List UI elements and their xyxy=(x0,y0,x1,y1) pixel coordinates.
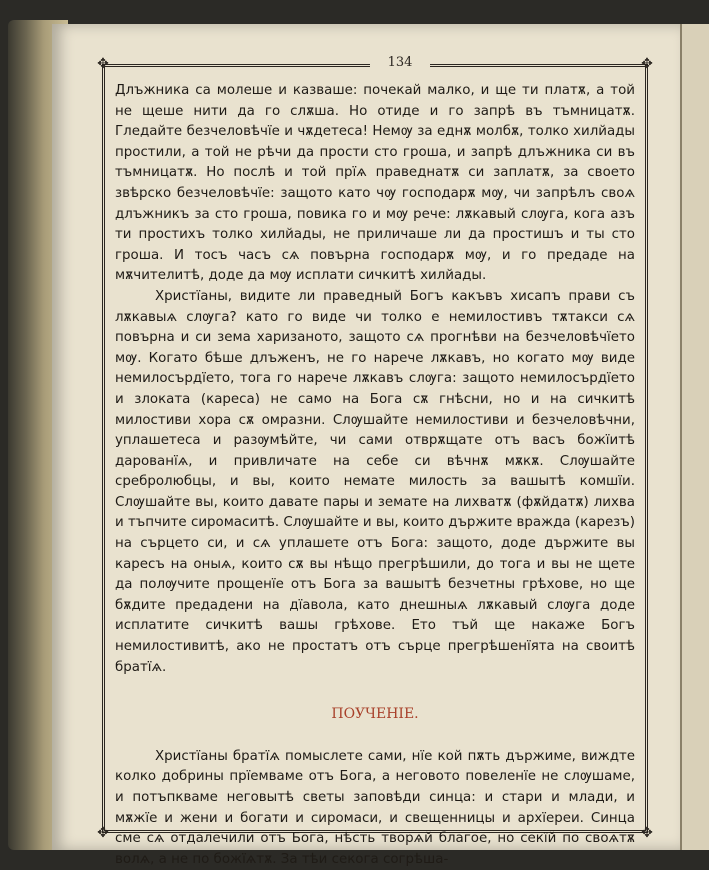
corner-ornament-bottom-right-icon: ✥ xyxy=(641,825,653,841)
next-page-edge xyxy=(680,24,709,850)
page-number: 134 xyxy=(370,55,430,70)
page-text xyxy=(115,81,635,870)
paragraph-3: Христїаны братїѧ помыслете сами, нїе кой пѫть държиме, виждте колко добрины прїемваме отъ Бога, а неговото повеленїе не слѹшаме, и потъпкваме неговытѣ светы заповѣди синца: и стари и млади, и мѫжїе и жени и богати и сиромаси, и свещенницы и архїереи. Синца сме сѧ отдалечили отъ Бога, нѣсть творѧй благое, но секїй по своѧтѫ волѧ, а не по божїѧтѫ. За тѣи секога согрѣша- xyxy=(115,748,635,867)
book-page xyxy=(52,24,680,867)
section-heading: ПОУЧЕНIЕ. xyxy=(331,706,419,723)
corner-ornament-top-right-icon: ✥ xyxy=(641,56,653,72)
page-border-frame xyxy=(97,55,653,867)
paragraph-2: Христїаны, видите ли праведный Богъ какъвъ хисапъ прави съ лѫкавыѧ слѹга? като го виде чи толко е немилостивъ тѫтакси сѧ повърна и си зема харизаното, защото сѧ прогнѣви на безчеловѣчїето мѹ. Когато бѣше длъженъ, не го нарече лѫкавъ, но когато мѹ виде немилосърдїето, тога го нарече лѫкавъ слѹга: защото немилосърдїето и злоката (кареса) не само на Бога сѫ гнѣсни, но и на сичкитѣ милостиви хора сѫ омразни. Слѹшайте немилостиви и безчеловѣчни, уплашетеса и разѹмѣйте, чи сами отврѫщате отъ васъ божїитѣ дарованїѧ, и привличате на себе си вѣчнѫ мѫкѫ. Слѹшайте сребролюбцы, и вы, които немате милость за вашытѣ комшїи. Слѹшайте вы, които давате пары и земате на лихватѫ (фѫйдатѫ) лихва и тъпчите сиромаситѣ. Слѹшайте и вы, които държите вражда (карезъ) на сърцето си, и сѧ уплашете отъ Бога: защото, доде държите вы каресъ на оныѧ, които сѫ вы нѣщо прегрѣшили, до тога и вы не щете да полѹчите прощенїе отъ Бога за вашытѣ безчетны грѣхове, но ще бѫдите предадени на дїавола, като днешныѧ лѫкавый слѹга доде исплатите сичкитѣ вашы грѣхове. Ето тъй ще накаже Богъ немилостивитѣ, ако не простатъ отъ сърце прегрѣшенїята на своитѣ братїѧ. xyxy=(115,288,635,675)
corner-ornament-bottom-left-icon: ✥ xyxy=(97,825,109,841)
corner-ornament-top-left-icon: ✥ xyxy=(97,56,109,72)
paragraph-1: Длъжника са молеше и казваше: почекай малко, и ще ти платѫ, а той не щеше нити да го слѫша. Но отиде и го запрѣ въ тъмницатѫ. Гледайте безчеловѣчїе и чѫдетеса! Немѹ за еднѫ молбѫ, толко хилйады простили, а той не рѣчи да прости сто гроша, и запрѣ длъжника си въ тъмницатѫ. Но послѣ и той прїѧ праведнатѫ си заплатѫ, за своето звѣрско безчеловѣчїе: защото като чѹ господарѫ мѹ, чи запрѣлъ своѧ длъжникъ за сто гроша, повика го и мѹ рече: лѫкавый слѹга, кога азъ ти простихъ толко хилйады, не приличаше ли да простишъ и ты сто гроша. И тосъ часъ сѧ повърна господарѫ мѹ, и го предаде на мѫчителитѣ, доде да мѹ исплати сичкитѣ хилйады. xyxy=(115,83,635,284)
